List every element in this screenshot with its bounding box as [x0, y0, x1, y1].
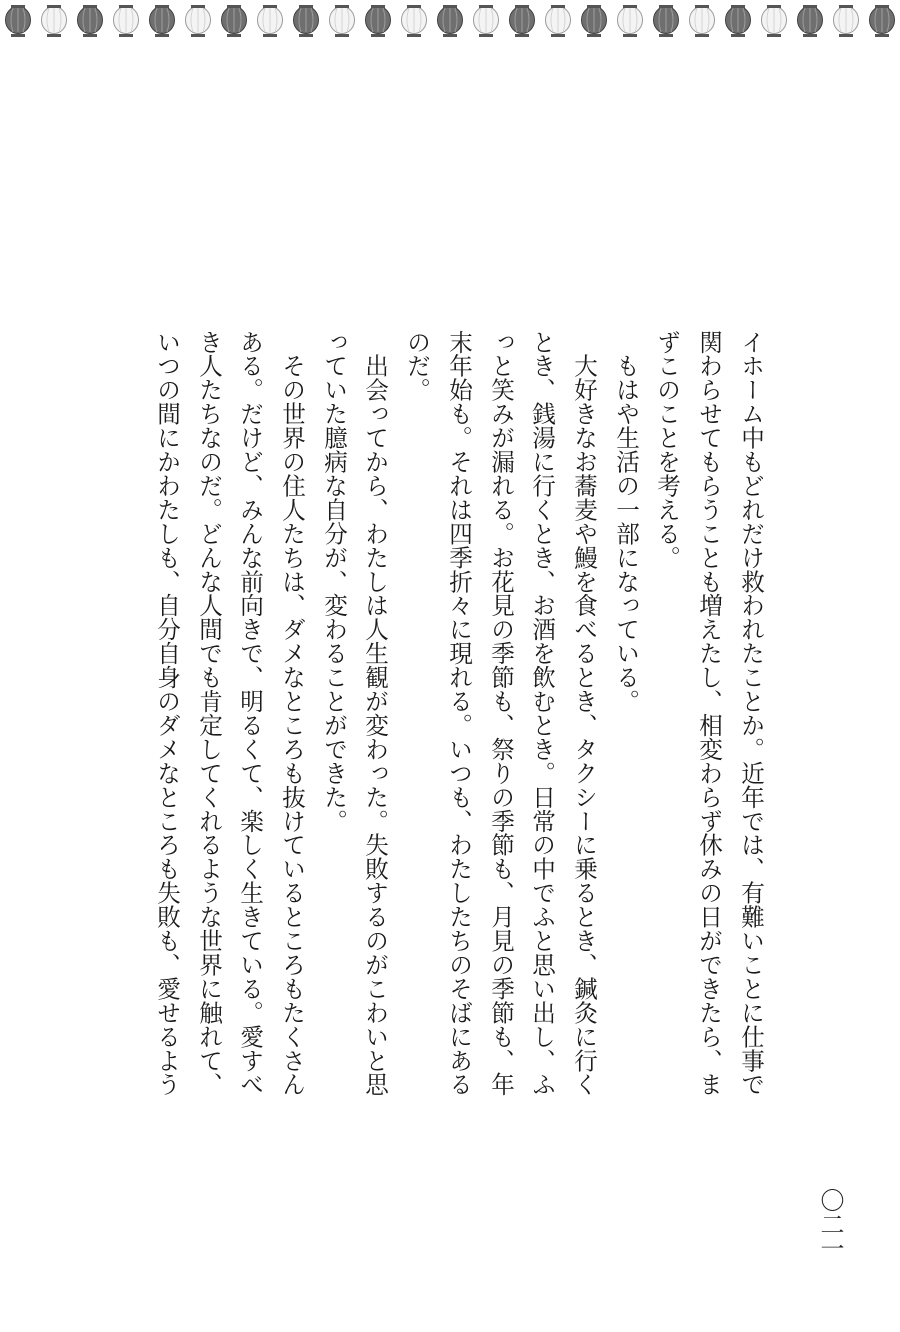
text-column: 出会ってから、わたしは人生観が変わった。失敗するのがこわいと思 — [361, 330, 389, 1097]
text-column: その世界の住人たちは、ダメなところも抜けているところもたくさん — [278, 330, 306, 1097]
lantern-icon — [474, 5, 499, 37]
text-column: とき、銭湯に行くとき、お酒を飲むとき。日常の中でふと思い出し、ふ — [528, 330, 556, 1097]
text-column: もはや生活の一部になっている。 — [612, 330, 640, 714]
lantern-icon — [330, 5, 355, 37]
lantern-icon — [618, 5, 643, 37]
lantern-icon — [798, 5, 823, 37]
lantern-icon — [690, 5, 715, 37]
text-column: イホーム中もどれだけ救われたことか。近年では、有難いことに仕事で — [737, 330, 765, 1097]
lantern-icon — [726, 5, 751, 37]
lantern-icon — [438, 5, 463, 37]
lantern-icon — [834, 5, 859, 37]
text-column: 大好きなお蕎麦や鰻を食べるとき、タクシーに乗るとき、鍼灸に行く — [570, 330, 598, 1097]
text-column: っていた臆病な自分が、変わることができた。 — [320, 330, 348, 833]
lantern-icon — [114, 5, 139, 37]
lantern-icon — [42, 5, 67, 37]
lantern-icon — [582, 5, 607, 37]
lantern-icon — [186, 5, 211, 37]
lantern-icon — [294, 5, 319, 37]
text-column: っと笑みが漏れる。お花見の季節も、祭りの季節も、月見の季節も、年 — [487, 330, 515, 1097]
text-column: 関わらせてもらうことも増えたし、相変わらず休みの日ができたら、ま — [695, 330, 723, 1097]
page-number: 〇二一 — [816, 1188, 844, 1260]
lantern-icon — [78, 5, 103, 37]
lantern-icon — [402, 5, 427, 37]
lantern-icon — [150, 5, 175, 37]
lantern-icon — [366, 5, 391, 37]
lantern-icon — [258, 5, 283, 37]
text-column: ずこのことを考える。 — [653, 330, 681, 570]
text-column: き人たちなのだ。どんな人間でも肯定してくれるような世界に触れて、 — [195, 330, 223, 1097]
text-column: のだ。 — [403, 330, 431, 402]
text-column: 末年始も。それは四季折々に現れる。いつも、わたしたちのそばにある — [445, 330, 473, 1097]
lantern-icon — [6, 5, 31, 37]
lantern-icon — [222, 5, 247, 37]
lantern-border — [0, 0, 900, 42]
lantern-icon — [762, 5, 787, 37]
vertical-text-body — [0, 330, 900, 1110]
lantern-icon — [546, 5, 571, 37]
lantern-icon — [870, 5, 895, 37]
text-column: いつの間にかわたしも、自分自身のダメなところも失敗も、愛せるよう — [153, 330, 181, 1097]
lantern-icon — [654, 5, 679, 37]
text-column: ある。だけど、みんな前向きで、明るくて、楽しく生きている。愛すべ — [236, 330, 264, 1097]
lantern-icon — [510, 5, 535, 37]
